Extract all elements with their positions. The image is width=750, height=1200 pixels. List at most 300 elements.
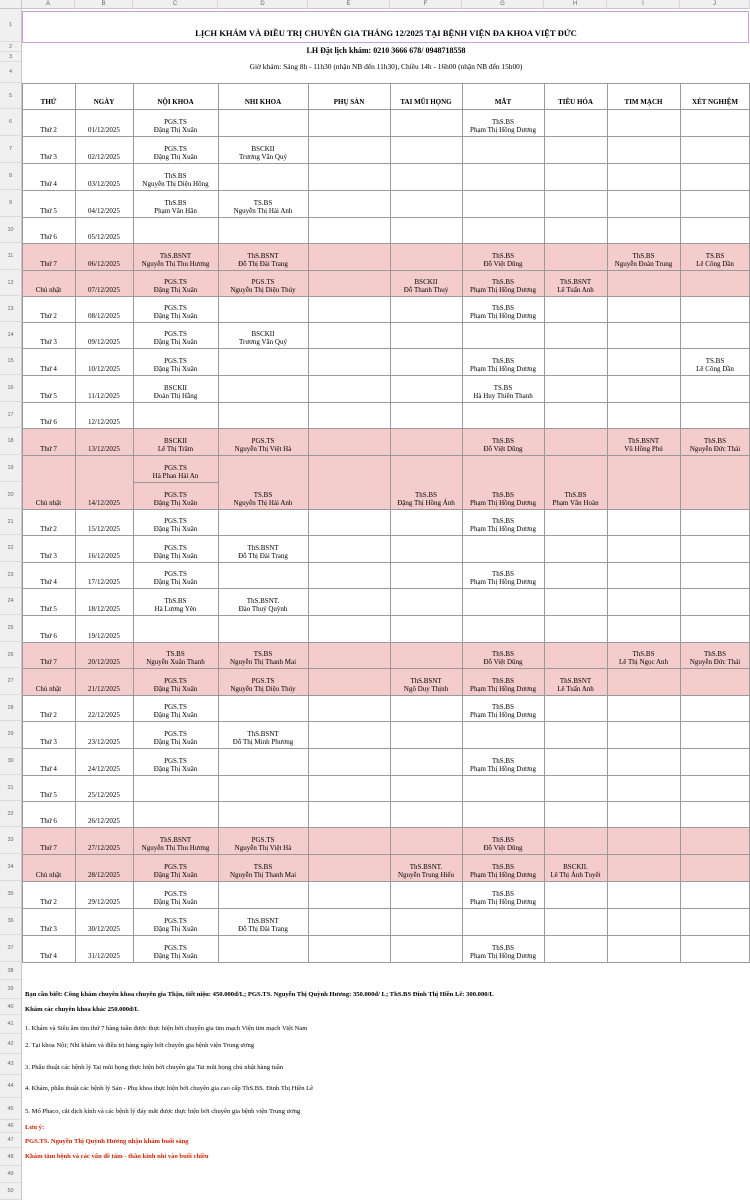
cell-tieu[interactable] (544, 428, 607, 455)
cell-tim[interactable] (607, 136, 680, 163)
cell-day[interactable]: Chủ nhật (35, 499, 62, 507)
row-header-40[interactable]: 40 (0, 999, 22, 1015)
cell-phu[interactable] (308, 217, 390, 243)
cell-nhi[interactable]: ThS.BSNT Đỗ Thị Minh Phương (232, 730, 294, 746)
cell-tim[interactable]: ThS.BS Nguyễn Đoàn Trung (614, 252, 673, 268)
cell-day[interactable]: Thứ 5 (40, 791, 57, 799)
cell-date[interactable]: 30/12/2025 (88, 925, 120, 933)
row-header-42[interactable]: 42 (0, 1034, 22, 1054)
cell-date[interactable]: 09/12/2025 (88, 338, 120, 346)
cell-tmh[interactable] (390, 402, 462, 428)
cell-nhi[interactable] (218, 217, 308, 243)
cell-tieu[interactable] (544, 163, 607, 190)
cell-nhi[interactable]: ThS.BSNT Đỗ Thị Đài Trang (238, 252, 288, 268)
cell-date[interactable]: 31/12/2025 (88, 952, 120, 960)
cell-noi[interactable]: ThS.BS Nguyễn Thị Diệu Hồng (142, 172, 209, 188)
cell-tmh[interactable] (390, 217, 462, 243)
cell-tim[interactable] (607, 535, 680, 562)
cell-nhi[interactable]: BSCKII Trương Văn Quý (239, 145, 287, 161)
cell-mat[interactable]: ThS.BS Phạm Thị Hồng Dương (470, 304, 536, 320)
cell-phu[interactable] (308, 748, 390, 775)
column-header-c[interactable]: C (133, 0, 218, 9)
cell-day[interactable]: Thứ 6 (40, 632, 57, 640)
cell-date[interactable]: 06/12/2025 (88, 260, 120, 268)
row-header-47[interactable]: 47 (0, 1133, 22, 1148)
cell-phu[interactable] (308, 935, 390, 962)
cell-tim[interactable] (607, 322, 680, 348)
row-header-27[interactable]: 27 (0, 668, 22, 695)
cell-tim[interactable] (607, 217, 680, 243)
cell-nhi[interactable]: BSCKII Trương Văn Quý (239, 330, 287, 346)
cell-mat[interactable] (462, 136, 544, 163)
cell-tmh[interactable] (390, 935, 462, 962)
cell-tim[interactable]: ThS.BSNT Vũ Hồng Phú (624, 437, 663, 453)
cell-date[interactable]: 05/12/2025 (88, 233, 120, 241)
cell-noi[interactable]: PGS.TS Đặng Thị Xuân (153, 517, 198, 533)
cell-xn[interactable] (680, 935, 750, 962)
cell-tieu[interactable]: ThS.BSNT Lê Tuấn Anh (557, 677, 594, 693)
cell-tmh[interactable] (390, 775, 462, 801)
cell-mat[interactable]: ThS.BS Đỗ Việt Dũng (483, 437, 523, 453)
cell-tmh[interactable] (390, 588, 462, 615)
column-header-g[interactable]: G (462, 0, 544, 9)
cell-mat[interactable] (462, 217, 544, 243)
cell-date[interactable]: 12/12/2025 (88, 418, 120, 426)
cell-date[interactable]: 04/12/2025 (88, 207, 120, 215)
cell-tieu[interactable] (544, 935, 607, 962)
cell-xn[interactable] (680, 908, 750, 935)
cell-date[interactable]: 11/12/2025 (88, 392, 120, 400)
cell-noi[interactable] (133, 615, 218, 642)
cell-tim[interactable] (607, 827, 680, 854)
cell-xn[interactable] (680, 217, 750, 243)
cell-noi[interactable]: PGS.TS Đặng Thị Xuân (153, 304, 198, 320)
cell-phu[interactable] (308, 562, 390, 588)
cell-noi[interactable]: PGS.TS Đặng Thị Xuân (153, 944, 198, 960)
cell-mat[interactable]: ThS.BS Phạm Thị Hồng Dương (470, 278, 536, 294)
cell-day[interactable]: Thứ 5 (40, 605, 57, 613)
cell-noi[interactable]: ThS.BSNT Nguyễn Thị Thu Hương (141, 836, 210, 852)
cell-nhi[interactable]: TS.BS Nguyễn Thị Thanh Mai (229, 650, 297, 666)
cell-tmh[interactable] (390, 908, 462, 935)
cell-tieu[interactable] (544, 136, 607, 163)
row-header-11[interactable]: 11 (0, 243, 22, 270)
cell-tieu[interactable] (544, 801, 607, 827)
cell-nhi[interactable] (218, 881, 308, 908)
cell-phu[interactable] (308, 881, 390, 908)
cell-mat[interactable]: ThS.BS Phạm Thị Hồng Dương (470, 357, 536, 373)
cell-phu[interactable] (308, 908, 390, 935)
cell-tim[interactable] (607, 402, 680, 428)
cell-noi[interactable]: PGS.TS Đặng Thị Xuân (153, 118, 198, 134)
cell-day[interactable]: Thứ 5 (40, 392, 57, 400)
cell-xn[interactable]: TS.BS Lê Công Dần (696, 357, 734, 373)
cell-xn[interactable] (680, 827, 750, 854)
cell-tim[interactable] (607, 908, 680, 935)
cell-tieu[interactable] (544, 881, 607, 908)
cell-nhi[interactable] (218, 695, 308, 721)
cell-tim[interactable] (607, 375, 680, 402)
cell-tieu[interactable] (544, 322, 607, 348)
row-header-50[interactable]: 50 (0, 1183, 22, 1200)
cell-tmh[interactable] (390, 748, 462, 775)
cell-tim[interactable] (607, 562, 680, 588)
row-header-6[interactable]: 6 (0, 109, 22, 136)
cell-day[interactable]: Thứ 2 (40, 126, 57, 134)
row-header-37[interactable]: 37 (0, 935, 22, 962)
row-header-3[interactable]: 3 (0, 52, 22, 62)
cell-xn[interactable]: ThS.BS Nguyễn Đức Thái (689, 650, 741, 666)
cell-noi[interactable] (133, 775, 218, 801)
cell-date[interactable]: 17/12/2025 (88, 578, 120, 586)
cell-tim[interactable] (607, 721, 680, 748)
cell-phu[interactable] (308, 535, 390, 562)
cell-phu[interactable] (308, 243, 390, 270)
column-header-a[interactable]: A (22, 0, 75, 9)
cell-noi[interactable]: PGS.TS Đặng Thị Xuân (153, 357, 198, 373)
row-header-16[interactable]: 16 (0, 375, 22, 402)
row-header-26[interactable]: 26 (0, 642, 22, 668)
cell-day[interactable]: Thứ 7 (40, 445, 57, 453)
cell-nhi[interactable] (218, 509, 308, 535)
row-header-5[interactable]: 5 (0, 83, 22, 109)
cell-day[interactable]: Thứ 3 (40, 153, 57, 161)
cell-mat[interactable] (462, 588, 544, 615)
cell-phu[interactable] (308, 695, 390, 721)
cell-date[interactable]: 21/12/2025 (88, 685, 120, 693)
row-header-33[interactable]: 33 (0, 827, 22, 854)
row-header-18[interactable]: 18 (0, 428, 22, 455)
cell-mat[interactable] (462, 721, 544, 748)
cell-day[interactable]: Thứ 3 (40, 338, 57, 346)
cell-date[interactable]: 18/12/2025 (88, 605, 120, 613)
row-header-2[interactable]: 2 (0, 42, 22, 52)
cell-day[interactable]: Thứ 3 (40, 925, 57, 933)
cell-mat[interactable] (462, 908, 544, 935)
cell-phu[interactable] (308, 190, 390, 217)
cell-tmh[interactable] (390, 243, 462, 270)
row-header-20[interactable]: 20 (0, 482, 22, 509)
cell-mat[interactable]: ThS.BS Phạm Thị Hồng Dương (470, 570, 536, 586)
cell-xn[interactable] (680, 775, 750, 801)
cell-xn[interactable] (680, 270, 750, 296)
cell-date[interactable]: 29/12/2025 (88, 898, 120, 906)
cell-tieu[interactable] (544, 190, 607, 217)
cell-xn[interactable] (680, 402, 750, 428)
cell-tim[interactable] (607, 588, 680, 615)
cell-day[interactable]: Thứ 3 (40, 552, 57, 560)
cell-tim[interactable] (607, 296, 680, 322)
cell-tim[interactable] (607, 801, 680, 827)
row-header-28[interactable]: 28 (0, 695, 22, 721)
cell-tim[interactable] (607, 935, 680, 962)
cell-date[interactable]: 10/12/2025 (88, 365, 120, 373)
cell-day[interactable]: Thứ 4 (40, 952, 57, 960)
cell-nhi[interactable] (218, 375, 308, 402)
cell-nhi[interactable]: ThS.BSNT Đỗ Thị Đài Trang (238, 917, 288, 933)
cell-mat[interactable]: ThS.BS Đỗ Việt Dũng (483, 836, 523, 852)
cell-noi[interactable]: PGS.TS Đặng Thị Xuân (153, 330, 198, 346)
cell-phu[interactable] (308, 827, 390, 854)
cell-nhi[interactable]: TS.BS Nguyễn Thị Hải Anh (233, 491, 293, 507)
row-header-4[interactable]: 4 (0, 62, 22, 83)
cell-tieu[interactable] (544, 588, 607, 615)
cell-noi[interactable]: ThS.BSNT Nguyễn Thị Thu Hương (141, 252, 210, 268)
cell-xn[interactable]: ThS.BS Nguyễn Đức Thái (689, 437, 741, 453)
row-header-24[interactable]: 24 (0, 588, 22, 615)
cell-day[interactable]: Chủ nhật (35, 685, 62, 693)
cell-date[interactable]: 24/12/2025 (88, 765, 120, 773)
cell-tieu[interactable] (544, 775, 607, 801)
cell-xn[interactable] (680, 881, 750, 908)
row-header-34[interactable]: 34 (0, 854, 22, 881)
cell-noi[interactable]: BSCKII Đoàn Thị Hằng (153, 384, 198, 400)
cell-tieu[interactable] (544, 748, 607, 775)
cell-xn[interactable] (680, 509, 750, 535)
cell-nhi[interactable] (218, 775, 308, 801)
cell-date[interactable]: 25/12/2025 (88, 791, 120, 799)
row-header-49[interactable]: 49 (0, 1166, 22, 1183)
cell-tieu[interactable] (544, 217, 607, 243)
cell-phu[interactable] (308, 721, 390, 748)
cell-day[interactable]: Thứ 7 (40, 844, 57, 852)
cell-tieu[interactable] (544, 296, 607, 322)
cell-mat[interactable]: ThS.BS Phạm Thị Hồng Dương (470, 118, 536, 134)
cell-noi[interactable]: PGS.TS Đặng Thị Xuân (153, 863, 198, 879)
cell-tmh[interactable]: ThS.BSNT Ngô Duy Thịnh (403, 677, 449, 693)
cell-xn[interactable] (680, 535, 750, 562)
cell-phu[interactable] (308, 801, 390, 827)
cell-date[interactable]: 22/12/2025 (88, 711, 120, 719)
cell-nhi[interactable] (218, 296, 308, 322)
cell-nhi[interactable] (218, 935, 308, 962)
cell-xn[interactable] (680, 668, 750, 695)
column-header-b[interactable]: B (75, 0, 133, 9)
row-header-12[interactable]: 12 (0, 270, 22, 296)
cell-day[interactable]: Thứ 4 (40, 765, 57, 773)
cell-mat[interactable] (462, 322, 544, 348)
cell-xn[interactable] (680, 296, 750, 322)
cell-phu[interactable] (308, 509, 390, 535)
cell-tmh[interactable] (390, 296, 462, 322)
cell-date[interactable]: 23/12/2025 (88, 738, 120, 746)
cell-noi[interactable]: ThS.BS Phạm Văn Hân (154, 199, 197, 215)
cell-day[interactable]: Thứ 7 (40, 260, 57, 268)
cell-tmh[interactable] (390, 190, 462, 217)
cell-nhi[interactable] (218, 562, 308, 588)
cell-date[interactable]: 07/12/2025 (88, 286, 120, 294)
cell-day[interactable]: Thứ 7 (40, 658, 57, 666)
cell-tim[interactable] (607, 455, 680, 509)
cell-xn[interactable] (680, 163, 750, 190)
cell-noi[interactable]: ThS.BS Hà Lương Yên (154, 597, 197, 613)
cell-nhi[interactable]: ThS.BSNT. Đào Thuý Quỳnh (238, 597, 288, 613)
row-header-22[interactable]: 22 (0, 535, 22, 562)
row-header-17[interactable]: 17 (0, 402, 22, 428)
cell-day[interactable]: Thứ 5 (40, 207, 57, 215)
cell-mat[interactable]: ThS.BS Phạm Thị Hồng Dương (470, 863, 536, 879)
row-header-44[interactable]: 44 (0, 1075, 22, 1098)
cell-tmh[interactable] (390, 509, 462, 535)
row-header-43[interactable]: 43 (0, 1054, 22, 1075)
cell-date[interactable]: 08/12/2025 (88, 312, 120, 320)
cell-noi[interactable]: PGS.TS Đặng Thị Xuân (153, 677, 198, 693)
cell-phu[interactable] (308, 322, 390, 348)
cell-phu[interactable] (308, 296, 390, 322)
cell-nhi[interactable] (218, 348, 308, 375)
cell-tmh[interactable] (390, 801, 462, 827)
cell-noi[interactable]: BSCKII Lê Thị Trâm (157, 437, 194, 453)
cell-tieu[interactable]: BSCKII. Lê Thị Ánh Tuyết (550, 863, 601, 879)
cell-tieu[interactable] (544, 615, 607, 642)
cell-tim[interactable] (607, 695, 680, 721)
cell-tim[interactable] (607, 854, 680, 881)
cell-nhi[interactable]: TS.BS Nguyễn Thị Thanh Mai (229, 863, 297, 879)
cell-noi[interactable]: PGS.TS Đặng Thị Xuân (153, 890, 198, 906)
cell-tmh[interactable]: ThS.BSNT. Nguyễn Trung Hiếu (397, 863, 454, 879)
cell-date[interactable]: 20/12/2025 (88, 658, 120, 666)
cell-mat[interactable]: ThS.BS Phạm Thị Hồng Dương (470, 703, 536, 719)
cell-xn[interactable] (680, 721, 750, 748)
cell-tim[interactable] (607, 509, 680, 535)
cell-date[interactable]: 16/12/2025 (88, 552, 120, 560)
cell-mat[interactable]: TS.BS Hà Huy Thiên Thanh (473, 384, 533, 400)
cell-tieu[interactable] (544, 721, 607, 748)
cell-tieu[interactable]: ThS.BSNT Lê Tuấn Anh (557, 278, 594, 294)
row-header-10[interactable]: 10 (0, 217, 22, 243)
cell-phu[interactable] (308, 348, 390, 375)
cell-noi[interactable] (133, 801, 218, 827)
cell-tim[interactable] (607, 775, 680, 801)
cell-nhi[interactable] (218, 163, 308, 190)
cell-tieu[interactable] (544, 509, 607, 535)
cell-day[interactable]: Thứ 2 (40, 711, 57, 719)
cell-phu[interactable] (308, 615, 390, 642)
cell-tmh[interactable] (390, 428, 462, 455)
cell-nhi[interactable]: ThS.BSNT Đỗ Thị Đài Trang (238, 544, 288, 560)
cell-date[interactable]: 15/12/2025 (88, 525, 120, 533)
cell-xn[interactable] (680, 615, 750, 642)
cell-day[interactable]: Thứ 2 (40, 898, 57, 906)
cell-mat[interactable] (462, 402, 544, 428)
cell-xn[interactable] (680, 748, 750, 775)
cell-mat[interactable] (462, 775, 544, 801)
row-header-31[interactable]: 31 (0, 775, 22, 801)
cell-date[interactable]: 01/12/2025 (88, 126, 120, 134)
cell-phu[interactable] (308, 642, 390, 668)
cell-day[interactable]: Thứ 2 (40, 525, 57, 533)
cell-date[interactable]: 19/12/2025 (88, 632, 120, 640)
cell-xn[interactable] (680, 375, 750, 402)
cell-date[interactable]: 14/12/2025 (88, 499, 120, 507)
cell-tieu[interactable] (544, 109, 607, 136)
cell-phu[interactable] (308, 136, 390, 163)
row-header-39[interactable]: 39 (0, 980, 22, 999)
cell-mat[interactable]: ThS.BS Đỗ Việt Dũng (483, 252, 523, 268)
cell-mat[interactable]: ThS.BS Phạm Thị Hồng Dương (470, 757, 536, 773)
cell-tmh[interactable] (390, 721, 462, 748)
column-header-i[interactable]: I (607, 0, 680, 9)
cell-xn[interactable] (680, 109, 750, 136)
cell-tmh[interactable] (390, 615, 462, 642)
row-header-21[interactable]: 21 (0, 509, 22, 535)
cell-mat[interactable] (462, 190, 544, 217)
cell-tmh[interactable] (390, 827, 462, 854)
cell-noi[interactable]: PGS.TS Đặng Thị Xuân (153, 278, 198, 294)
cell-tmh[interactable] (390, 562, 462, 588)
cell-date[interactable]: 03/12/2025 (88, 180, 120, 188)
cell-tmh[interactable] (390, 322, 462, 348)
cell-tim[interactable] (607, 881, 680, 908)
cell-xn[interactable] (680, 801, 750, 827)
cell-day[interactable]: Chủ nhật (35, 871, 62, 879)
cell-xn[interactable] (680, 136, 750, 163)
cell-nhi[interactable]: PGS.TS Nguyễn Thị Việt Hà (234, 437, 292, 453)
cell-nhi[interactable]: TS.BS Nguyễn Thị Hải Anh (233, 199, 293, 215)
cell-tim[interactable] (607, 668, 680, 695)
cell-date[interactable]: 28/12/2025 (88, 871, 120, 879)
cell-noi[interactable]: PGS.TS Đặng Thị Xuân (153, 703, 198, 719)
cell-tieu[interactable] (544, 535, 607, 562)
cell-noi[interactable]: PGS.TS Hà Phan Hải An (152, 464, 199, 480)
cell-nhi[interactable] (218, 109, 308, 136)
cell-tieu[interactable] (544, 695, 607, 721)
row-header-45[interactable]: 45 (0, 1098, 22, 1120)
row-header-29[interactable]: 29 (0, 721, 22, 748)
cell-xn[interactable] (680, 854, 750, 881)
row-header-32[interactable]: 32 (0, 801, 22, 827)
cell-noi[interactable] (133, 402, 218, 428)
cell-phu[interactable] (308, 402, 390, 428)
cell-phu[interactable] (308, 854, 390, 881)
cell-tim[interactable] (607, 109, 680, 136)
cell-day[interactable]: Thứ 6 (40, 418, 57, 426)
cell-xn[interactable] (680, 588, 750, 615)
row-header-8[interactable]: 8 (0, 163, 22, 190)
cell-mat[interactable] (462, 801, 544, 827)
cell-xn[interactable] (680, 322, 750, 348)
cell-noi[interactable]: PGS.TS Đặng Thị Xuân (153, 145, 198, 161)
row-header-15[interactable]: 15 (0, 348, 22, 375)
cell-day[interactable]: Thứ 3 (40, 738, 57, 746)
cell-xn[interactable] (680, 562, 750, 588)
cell-xn[interactable]: TS.BS Lê Công Dần (696, 252, 734, 268)
column-header-h[interactable]: H (544, 0, 607, 9)
cell-phu[interactable] (308, 588, 390, 615)
cell-tim[interactable] (607, 190, 680, 217)
cell-tmh[interactable] (390, 348, 462, 375)
cell-tieu[interactable] (544, 243, 607, 270)
cell-nhi[interactable]: PGS.TS Nguyễn Thị Việt Hà (234, 836, 292, 852)
cell-mat[interactable]: ThS.BS Phạm Thị Hồng Dương (470, 517, 536, 533)
cell-tieu[interactable] (544, 348, 607, 375)
cell-date[interactable]: 02/12/2025 (88, 153, 120, 161)
cell-noi[interactable]: PGS.TS Đặng Thị Xuân (153, 570, 198, 586)
cell-tmh[interactable] (390, 109, 462, 136)
cell-day[interactable]: Chủ nhật (35, 286, 62, 294)
cell-day[interactable]: Thứ 4 (40, 578, 57, 586)
cell-phu[interactable] (308, 375, 390, 402)
cell-tieu[interactable] (544, 908, 607, 935)
column-header-e[interactable]: E (308, 0, 390, 9)
row-header-25[interactable]: 25 (0, 615, 22, 642)
cell-phu[interactable] (308, 270, 390, 296)
select-all-corner[interactable] (0, 0, 22, 9)
cell-nhi[interactable] (218, 615, 308, 642)
row-header-36[interactable]: 36 (0, 908, 22, 935)
row-header-9[interactable]: 9 (0, 190, 22, 217)
row-header-35[interactable]: 35 (0, 881, 22, 908)
